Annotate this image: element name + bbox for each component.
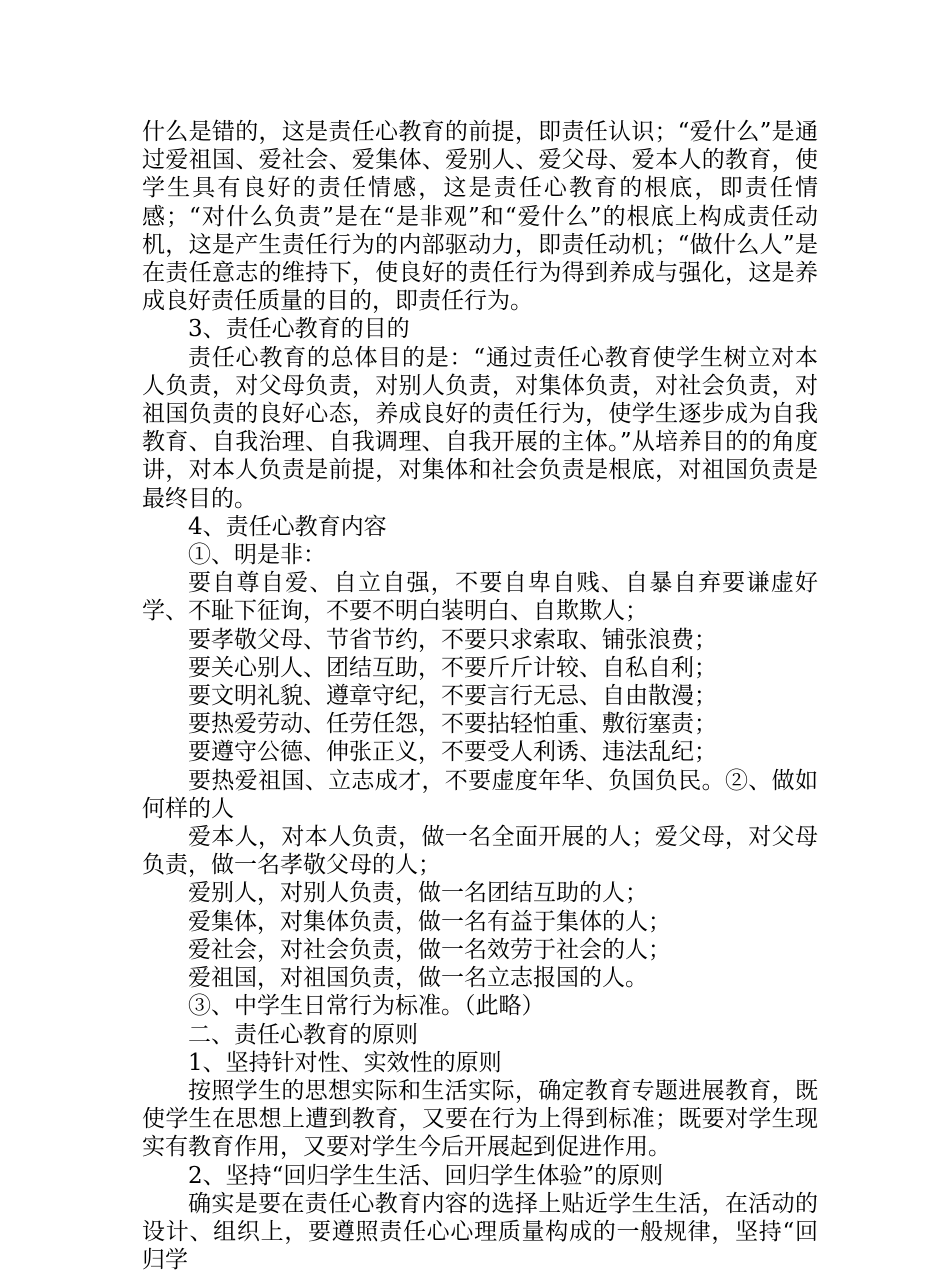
paragraph: 要文明礼貌、遵章守纪，不要言行无忌、自由散漫； <box>188 683 717 710</box>
paragraph: 爱社会，对社会负责，做一名效劳于社会的人； <box>188 936 671 963</box>
paragraph: ③、中学生日常行为标准。（此略） <box>188 993 545 1020</box>
paragraph: 要热爱劳动、任劳任怨，不要拈轻怕重、敷衍塞责； <box>188 711 717 738</box>
paragraph: 1、坚持针对性、实效性的原则 <box>188 1049 502 1076</box>
paragraph: 确实是要在责任心教育内容的选择上贴近学生生活，在活动的设计、组织上，要遵照责任心心理质量构成的一般规律，坚持“回归学 <box>142 1190 818 1274</box>
paragraph: 4、责任心教育内容 <box>188 513 387 540</box>
paragraph: 2、坚持“回归学生生活、回归学生体验”的原则 <box>188 1162 664 1189</box>
paragraph: 按照学生的思想实际和生活实际，确定教育专题进展教育，既使学生在思想上遭到教育，又要在行为上得到标准；既要对学生现实有教育作用，又要对学生今后开展起到促进作用。 <box>142 1077 818 1161</box>
paragraph: 要孝敬父母、节省节约，不要只求索取、铺张浪费； <box>188 626 717 653</box>
paragraph: 爱集体，对集体负责，做一名有益于集体的人； <box>188 908 671 935</box>
paragraph: 爱祖国，对祖国负责，做一名立志报国的人。 <box>188 965 648 992</box>
document-body <box>142 118 818 1274</box>
paragraph: ①、明是非： <box>188 542 326 569</box>
paragraph: 要关心别人、团结互助，不要斤斤计较、自私自利； <box>188 654 717 681</box>
paragraph: 3、责任心教育的目的 <box>188 316 410 343</box>
paragraph: 爱别人，对别人负责，做一名团结互助的人； <box>188 880 648 907</box>
paragraph: 要遵守公德、伸张正义，不要受人利诱、违法乱纪； <box>188 739 717 766</box>
paragraph: 要自尊自爱、自立自强，不要自卑自贱、自暴自弃要谦虚好学、不耻下征询，不要不明白装明白、自欺欺人； <box>142 570 818 625</box>
paragraph: 爱本人，对本人负责，做一名全面开展的人；爱父母，对父母负责，做一名孝敬父母的人； <box>142 824 818 879</box>
paragraph: 要热爱祖国、立志成才，不要虚度年华、负国负民。②、做如何样的人 <box>142 767 818 822</box>
paragraph: 责任心教育的总体目的是：“通过责任心教育使学生树立对本人负责，对父母负责，对别人负责，对集体负责，对社会负责，对祖国负责的良好心态，养成良好的责任行为，使学生逐步成为自我教育、自我治理、自我调理、自我开展的主体。”从培养目的的角度讲，对本人负责是前提，对集体和社会负责是根底，对祖国负责是最终目的。 <box>142 344 818 512</box>
paragraph: 二、责任心教育的原则 <box>188 1021 418 1048</box>
paragraph: 什么是错的，这是责任心教育的前提，即责任认识；“爱什么”是通过爱祖国、爱社会、爱集体、爱别人、爱父母、爱本人的教育，使学生具有良好的责任情感，这是责任心教育的根底，即责任情感；“对什么负责”是在“是非观”和“爱什么”的根底上构成责任动机，这是产生责任行为的内部驱动力，即责任动机；“做什么人”是在责任意志的维持下，使良好的责任行为得到养成与强化，这是养成良好责任质量的目的，即责任行为。 <box>142 119 818 315</box>
